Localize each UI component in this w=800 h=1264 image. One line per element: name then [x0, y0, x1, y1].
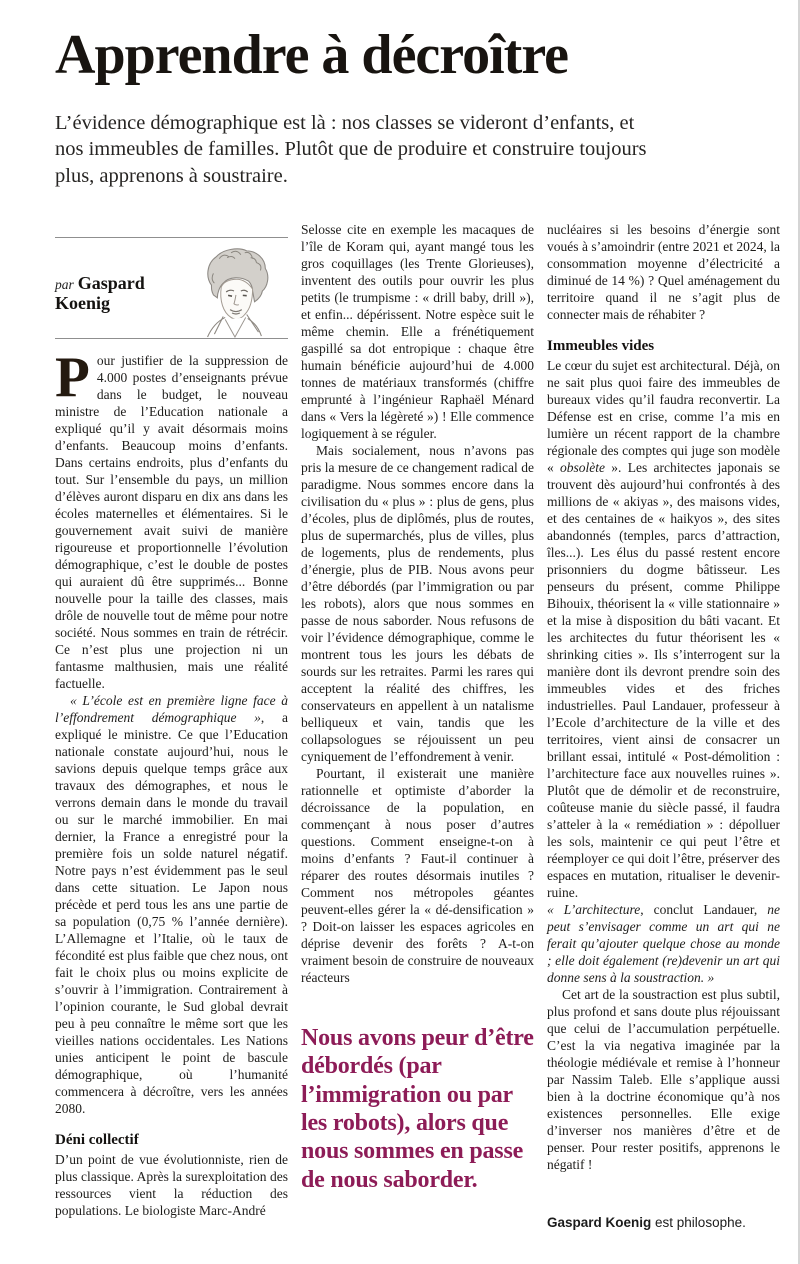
paragraph-text: Le cœur du sujet est architectural. Déjà, on ne sait plus quoi faire des immeubles de bureaux vides qu’il faudra reconvertir. La Défense est en crise, comme l’a mis en lumière un récent rapport de la chambre régionale des comptes qui juge son modèle «: [547, 358, 780, 476]
body-paragraph: Cet art de la soustraction est plus subtil, plus profond et sans doute plus réjouissant que celui de l’accumulation perpétuelle. C’est la via negativa imaginée par la théologie médiévale et remise à l’honneur par Nassim Taleb. Elle s’applique aussi bien à la doctrine économique qu’à nos existences personnelles. Elle exige d’inverser nos manières d’être et de penser. Pour rester positifs, apprenons le négatif !: [547, 987, 780, 1173]
body-paragraph: [55, 692, 288, 1117]
section-heading-immeubles-vides: Immeubles vides: [547, 337, 655, 354]
page-title: Apprendre à décroître: [55, 24, 569, 86]
quote-italic-text: « L’architecture: [547, 902, 641, 918]
quote-italic-text: obsolète: [560, 460, 606, 476]
paragraph-text: , a expliqué le ministre. Ce que l’Education nationale constate aujourd’hui, nous le savions depuis quelque temps grâce aux travaux des démographes, et nous le verrons demain dans le monde du travail ou sur le marché immobilier. En mai dernier, la France a enregistré pour la première fois un solde naturel négatif. Notre pays n’est évidemment pas le seul dans cette situation. Le Japon nous précède et perd tous les ans une partie de sa population (0,75 % l’année dernière). L’Allemagne et l’Italie, où le taux de fécondité est plus faible que chez nous, ont fait le choix plus ou moins explicite de s’ouvrir à l’immigration. Contrairement à l’opinion courante, le Sud global devrait peu à peu connaître le même sort que les vieilles nations occidentales. Les Nations unies anticipent le point de bascule démographique, où l’humanité commencera à décroître, vers les années 2080.: [55, 709, 288, 1116]
body-paragraph: [55, 345, 288, 692]
paragraph-text: our justifier de la suppression de 4.000 postes d’enseignants prévue dans le budget, le nouveau ministre de l’Education nationale a expliqué qu’il y avait désormais moins d’enfants. Beaucoup moins d’enfants. Dans certains endroits, plus d’enfants du tout. Sur l’ensemble du pays, un million d’élèves auront disparu en dix ans dans les écoles maternelles et élémentaires. Si le gouvernement avait suivi de manière rigoureuse et proportionnelle l’évolution démographique, c’est le double de postes qui auraient dû être supprimés... Bonne nouvelle pour la taille des classes, mais drôle de nouvelle tout de même pour notre société. Nous sommes en train de rétrécir. Ce n’est plus une projection ni un fantasme malthusien, mais une réalité factuelle.: [55, 352, 288, 691]
section-heading-deni-collectif: Déni collectif: [55, 1131, 139, 1148]
credit-line: [547, 1215, 780, 1230]
byline-author: Gaspard Koenig: [55, 273, 145, 314]
drop-cap: P: [55, 345, 90, 409]
paragraph-text: ». Les architectes japonais se trouvent dès aujourd’hui confrontés à des millions de « akiyas », des maisons vides, et des centaines de « haikyos », des sites abandonnés (temples, parcs d’attraction, îles...). Les élus du passé restent encore prisonniers du dogme bâtisseur. Les penseurs du présent, comme Philippe Bihouix, théorisent la « ville stationnaire » et la mise à disposition du bâti vacant. Et les architectes du futur théorisent les « shrinking cities ». Ils s’interrogent sur la manière dont ils devront prendre soin des immeubles vides et des friches industrielles. Paul Landauer, professeur à l’Ecole d’architecture de la ville et des territoires, vient ainsi de consacrer un brillant essai, intitulé « Post-démolition : l’architecture face aux nouvelles ruines ». Plutôt que de démolir et de reconstruire, coûteuse manie du siècle passé, il faudra s’atteler à la « remédiation » : dépolluer les sols, maintenir ce qui peut l’être et réemployer ce qui doit l’être, préserver des espaces en mutation, ritualiser le devenir-ruine.: [547, 460, 780, 901]
body-paragraph: [547, 357, 780, 901]
body-paragraph: [547, 901, 780, 986]
quote-italic-text: ne peut s’envisager comme un art qui ne ferait qu’ajouter quelque chose au monde ; elle doit également (re)devenir un art qui donne sens à la soustraction. »: [547, 902, 780, 986]
pull-quote: Nous avons peur d’être débordés (par l’immigration ou par les robots), alors que nous sommes en passe de nous saborder.: [301, 1024, 534, 1193]
standfirst: L’évidence démographique est là : nos classes se videront d’enfants, et nos immeubles de familles. Plutôt que de produire et construire toujours plus, apprenons à soustraire.: [55, 112, 647, 187]
body-paragraph: Mais socialement, nous n’avons pas pris la mesure de ce changement radical de paradigme. Nous sommes encore dans la civilisation du « plus » : plus de gens, plus d’écoles, plus de diplômés, plus de routes, plus de supermarchés, plus de villes, plus de logements, plus de rendements, plus d’énergie, plus de PIB. Nous avons peur d’être débordés (par l’immigration ou par les robots), alors que nous sommes en passe de nous saborder. Nous refusons de voir l’évidence démographique, comme le montrent tous les jours les débats de sourds sur les retraites. Parmi les rares qui acceptent la réalité des chiffres, les conservateurs en appellent à un natalisme belliqueux et vain, tandis que les collapsologues se réjouissent un peu cyniquement de l’effondrement à venir.: [301, 442, 534, 764]
body-paragraph: Selosse cite en exemple les macaques de l’île de Koram qui, ayant mangé tous les gros coquillages (les Trente Glorieuses), inventent des outils pour ouvrir les plus petits (le trumpisme : « drill baby, drill »), et enfin... dépérissent. Notre espèce suit le même chemin. Elle a frénétiquement gaspillé sa dot entropique : chaque être humain bénéficie aujourd’hui de 4.000 tonnes de matériaux transformés (chiffre emprunté à l’ingénieur Raphaël Ménard dans « Vers la légèreté ») ! Elle commence logiquement à se réguler.: [301, 221, 534, 441]
article-body: [55, 221, 788, 1244]
credit-author: Gaspard Koenig: [547, 1215, 652, 1231]
credit-role: est philosophe.: [651, 1215, 746, 1231]
article-column-1: [55, 221, 288, 1220]
paragraph-text: , conclut Landauer,: [640, 902, 768, 918]
author-portrait-sketch-icon: [184, 244, 282, 338]
byline-block: [55, 237, 288, 339]
body-paragraph: nucléaires si les besoins d’énergie sont voués à s’amoindrir (entre 2021 et 2024, la consommation moyenne d’électricité a diminué de 14 %) ? Quel aménagement du territoire quand il ne s’agit plus de connecter mais de réhabiter ?: [547, 221, 780, 322]
article-column-3: [547, 221, 780, 1244]
body-paragraph: D’un point de vue évolutionniste, rien de plus classique. Après la surexploitation des ressources vient la réduction des populations. Le biologiste Marc-André: [55, 1152, 288, 1219]
byline-prefix: par: [55, 277, 74, 293]
article-column-2: [301, 221, 534, 1194]
body-paragraph: Pourtant, il existerait une manière rationnelle et optimiste d’aborder la décroissance de la population, en commençant à nous poser d’autres questions. Comment enseigne-t-on à moins d’enfants ? Faut-il continuer à réparer des routes désormais inutiles ? Comment nos métropoles géantes peuvent-elles gérer la « dé-densification » ? Doit-on laisser les espaces agricoles en déprise devenir des forêts ? A-t-on vraiment besoin de construire de nouveaux réacteurs: [301, 765, 534, 985]
quote-italic-text: « L’école est en première ligne face à l’effondrement démographique »: [55, 692, 288, 725]
byline: [55, 274, 173, 338]
